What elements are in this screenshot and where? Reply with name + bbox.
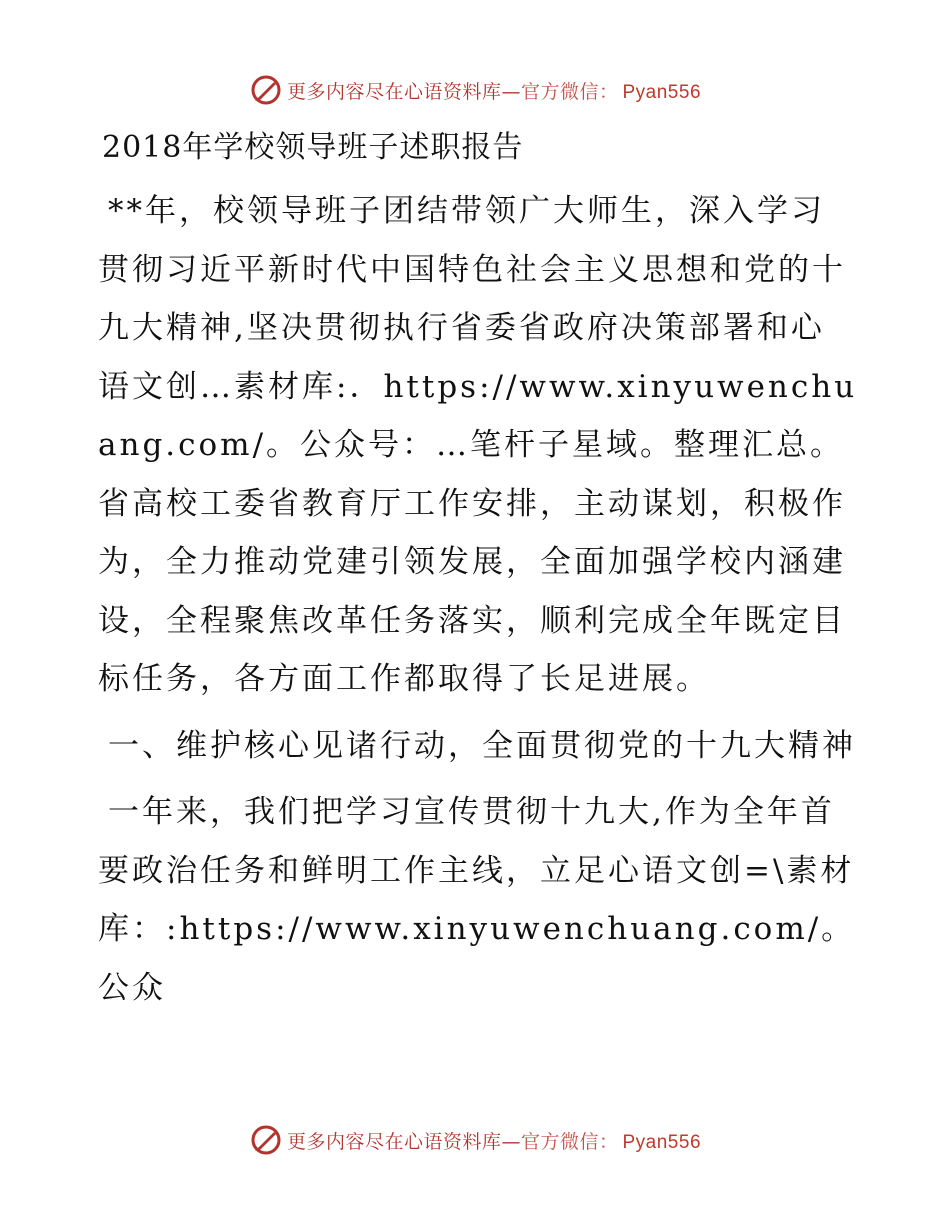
intro-paragraph: **年，校领导班子团结带领广大师生，深入学习贯彻习近平新时代中国特色社会主义思想和党的十九大精神,坚决贯彻执行省委省政府决策部署和心语文创…素材库:．https://www.xinyuwenchuang.com/。公众号：…笔杆子星域。整理汇总。省高校工委省教育厅工作安排，主动谋划，积极作为，全力推动党建引领发展，全面加强学校内涵建设，全程聚焦改革任务落实，顺利完成全年既定目标任务，各方面工作都取得了长足进展。 bbox=[98, 193, 858, 697]
quill-pen-logo-icon bbox=[249, 73, 283, 107]
document-body bbox=[98, 120, 858, 1025]
watermark-text: 更多内容尽在心语资料库—官方微信： Pyan556 bbox=[286, 80, 702, 103]
section-heading: 一、维护核心见诸行动，全面贯彻党的十九大精神 bbox=[108, 727, 856, 764]
footer-watermark-banner bbox=[0, 1118, 950, 1162]
watermark-text: 更多内容尽在心语资料库—官方微信： Pyan556 bbox=[286, 1130, 702, 1153]
section-paragraph: 一年来，我们把学习宣传贯彻十九大,作为全年首要政治任务和鲜明工作主线，立足心语文创=\素材库：:https://www.xinyuwenchuang.com/。公众 bbox=[98, 794, 856, 1006]
document-title: 2018年学校领导班子述职报告 bbox=[102, 130, 524, 165]
quill-pen-logo-icon bbox=[249, 1123, 283, 1157]
header-watermark-banner bbox=[0, 68, 950, 112]
